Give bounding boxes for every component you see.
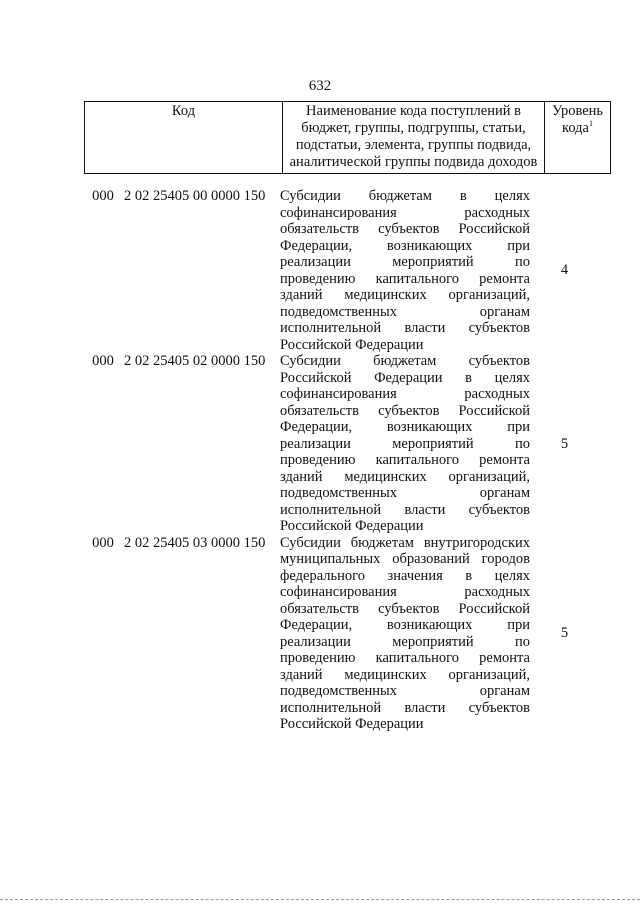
agency-code: 000 bbox=[92, 353, 114, 369]
income-name: Субсидии бюджетам в целях софинансирования расходных обязательств субъектов Российской Федерации, возникающих при реализации мероприятий по проведению капитального ремонта зданий медицинских организаций, подведомственных органам исполнительной власти субъектов Российской Федерации bbox=[280, 188, 530, 353]
income-name: Субсидии бюджетам внутригородских муниципальных образований городов федерального значения в целях софинансирования расходных обязательств субъектов Российской Федерации, возникающих при реализации мероприятий по проведению капитального ремонта зданий медицинских организаций, подведомственных органам исполнительной власти субъектов Российской Федерации bbox=[280, 534, 530, 732]
table-header bbox=[84, 101, 611, 174]
header-code: Код bbox=[85, 102, 283, 174]
table-row bbox=[84, 188, 595, 353]
code-level: 4 bbox=[560, 262, 569, 279]
table-row bbox=[84, 353, 595, 535]
table-body bbox=[84, 188, 595, 733]
header-level-label: Уровень кода bbox=[551, 103, 604, 136]
income-code: 2 02 25405 03 0000 150 bbox=[124, 534, 266, 551]
income-name: Субсидии бюджетам субъектов Российской Федерации в целях софинансирования расходных обязательств субъектов Российской Федерации, возникающих при реализации мероприятий по проведению капитального ремонта зданий медицинских организаций, подведомственных органам исполнительной власти субъектов Российской Федерации bbox=[280, 353, 530, 534]
agency-code: 000 bbox=[92, 188, 114, 204]
scan-edge-line bbox=[0, 899, 640, 900]
footnote-marker: 1 bbox=[588, 119, 593, 129]
table-row bbox=[84, 535, 595, 733]
income-code: 2 02 25405 00 0000 150 bbox=[124, 188, 266, 204]
header-name: Наименование кода поступлений в бюджет, группы, подгруппы, статьи, подстатьи, элемента, группы подвида, аналитической группы подвида доходов bbox=[283, 102, 545, 174]
income-code: 2 02 25405 02 0000 150 bbox=[124, 353, 266, 369]
code-level: 5 bbox=[560, 435, 569, 452]
agency-code: 000 bbox=[92, 534, 114, 551]
code-level: 5 bbox=[560, 625, 569, 642]
header-level bbox=[545, 102, 611, 174]
page-number: 632 bbox=[308, 78, 332, 94]
